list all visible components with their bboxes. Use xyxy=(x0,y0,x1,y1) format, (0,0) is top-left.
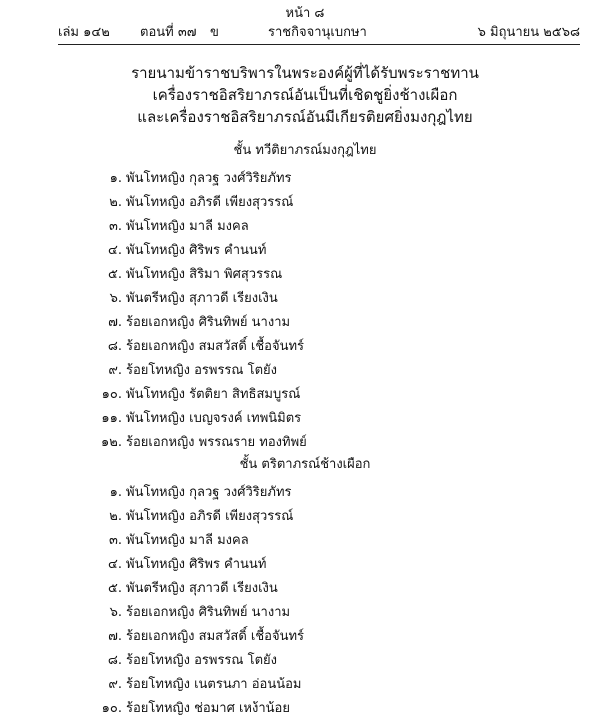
item-number: ๗. xyxy=(108,629,122,644)
list-item xyxy=(0,192,610,216)
list-item xyxy=(0,168,610,192)
recipient-name: ร้อยเอกหญิง สมสวัสดิ์ เชื้อจันทร์ xyxy=(126,629,305,644)
header-divider xyxy=(58,44,580,45)
item-number: ๓. xyxy=(108,219,122,234)
recipient-name: พันโทหญิง อภิรดี เพียงสุวรรณ์ xyxy=(126,195,294,210)
recipient-name: ร้อยเอกหญิง พรรณราย ทองทิพย์ xyxy=(126,435,307,450)
item-number: ๔. xyxy=(108,243,122,258)
list-item xyxy=(0,554,610,578)
list-item xyxy=(0,384,610,408)
list-item xyxy=(0,432,610,456)
recipient-name: พันตรีหญิง สุภาวดี เรียงเงิน xyxy=(126,291,278,306)
recipient-name: ร้อยเอกหญิง ศิรินทิพย์ นางาม xyxy=(126,605,291,620)
item-number: ๑๐. xyxy=(101,387,122,402)
list-item xyxy=(0,674,610,698)
list-item xyxy=(0,482,610,506)
gazette-header xyxy=(58,25,580,43)
recipient-name: ร้อยโทหญิง อรพรรณ โตยัง xyxy=(126,653,277,668)
recipient-name: พันโทหญิง เบญจรงค์ เทพนิมิตร xyxy=(126,411,302,426)
recipient-name: ร้อยเอกหญิง สมสวัสดิ์ เชื้อจันทร์ xyxy=(126,339,305,354)
gazette-name: ราชกิจจานุเบกษา xyxy=(268,25,367,40)
item-number: ๑๐. xyxy=(101,701,122,716)
recipient-name: พันโทหญิง สิริมา พิศสุวรรณ xyxy=(126,267,283,282)
recipient-list xyxy=(0,168,610,456)
list-item xyxy=(0,240,610,264)
section-tritaporn xyxy=(0,456,610,722)
recipient-list xyxy=(0,482,610,722)
recipient-name: พันโทหญิง กุลวฐ วงศ์วิริยภัทร xyxy=(126,485,292,500)
recipient-name: พันโทหญิง ศิริพร คำนนท์ xyxy=(126,243,267,258)
issue-label: ตอนที่ ๓๗ xyxy=(140,25,197,40)
recipient-name: พันโทหญิง ศิริพร คำนนท์ xyxy=(126,557,267,572)
list-item xyxy=(0,506,610,530)
recipient-name: พันโทหญิง มาลี มงคล xyxy=(126,533,249,548)
page-number: หน้า ๘ xyxy=(285,6,325,21)
title-line-3: และเครื่องราชอิสริยาภรณ์อันมีเกียรติยศยิ่งมงกุฎไทย xyxy=(137,108,473,126)
list-item xyxy=(0,408,610,432)
item-number: ๖. xyxy=(109,605,122,620)
recipient-name: ร้อยเอกหญิง ศิรินทิพย์ นางาม xyxy=(126,315,291,330)
volume-label: เล่ม ๑๔๒ xyxy=(58,25,110,40)
recipient-name: พันโทหญิง กุลวฐ วงศ์วิริยภัทร xyxy=(126,171,292,186)
list-item xyxy=(0,216,610,240)
recipient-name: พันตรีหญิง สุภาวดี เรียงเงิน xyxy=(126,581,278,596)
item-number: ๕. xyxy=(108,581,122,596)
item-number: ๗. xyxy=(108,315,122,330)
list-item xyxy=(0,312,610,336)
list-item xyxy=(0,288,610,312)
item-number: ๒. xyxy=(109,195,122,210)
list-item xyxy=(0,626,610,650)
section-heading: ชั้น ตริตาภรณ์ช้างเผือก xyxy=(239,457,371,472)
recipient-name: ร้อยโทหญิง อรพรรณ โตยัง xyxy=(126,363,277,378)
document-title xyxy=(0,62,610,128)
list-item xyxy=(0,264,610,288)
list-item xyxy=(0,578,610,602)
item-number: ๒. xyxy=(109,509,122,524)
issue-date: ๖ มิถุนายน ๒๕๖๘ xyxy=(477,25,580,40)
recipient-name: พันโทหญิง รัตติยา สิทธิสมบูรณ์ xyxy=(126,387,301,402)
recipient-name: ร้อยโทหญิง เนตรนภา อ่อนน้อม xyxy=(126,677,302,692)
list-item xyxy=(0,336,610,360)
item-number: ๕. xyxy=(108,267,122,282)
item-number: ๑. xyxy=(109,485,122,500)
list-item xyxy=(0,602,610,626)
item-number: ๔. xyxy=(108,557,122,572)
item-number: ๘. xyxy=(107,653,122,668)
list-item xyxy=(0,698,610,722)
recipient-name: พันโทหญิง มาลี มงคล xyxy=(126,219,249,234)
item-number: ๑. xyxy=(109,171,122,186)
section-label: ข xyxy=(210,25,219,40)
item-number: ๖. xyxy=(109,291,122,306)
section-heading: ชั้น ทวีติยาภรณ์มงกุฎไทย xyxy=(233,143,377,158)
item-number: ๘. xyxy=(107,339,122,354)
item-number: ๙. xyxy=(108,363,122,378)
list-item xyxy=(0,650,610,674)
item-number: ๓. xyxy=(108,533,122,548)
recipient-name: ร้อยโทหญิง ช่อมาศ เหง้าน้อย xyxy=(126,701,290,716)
list-item xyxy=(0,360,610,384)
recipient-name: พันโทหญิง อภิรดี เพียงสุวรรณ์ xyxy=(126,509,294,524)
title-line-2: เครื่องราชอิสริยาภรณ์อันเป็นที่เชิดชูยิ่งช้างเผือก xyxy=(152,86,458,104)
title-line-1: รายนามข้าราชบริพารในพระองค์ผู้ที่ได้รับพระราชทาน xyxy=(131,64,479,82)
list-item xyxy=(0,530,610,554)
item-number: ๑๑. xyxy=(101,411,122,426)
item-number: ๑๒. xyxy=(101,435,122,450)
section-thawitiyaporn xyxy=(0,142,610,456)
item-number: ๙. xyxy=(108,677,122,692)
